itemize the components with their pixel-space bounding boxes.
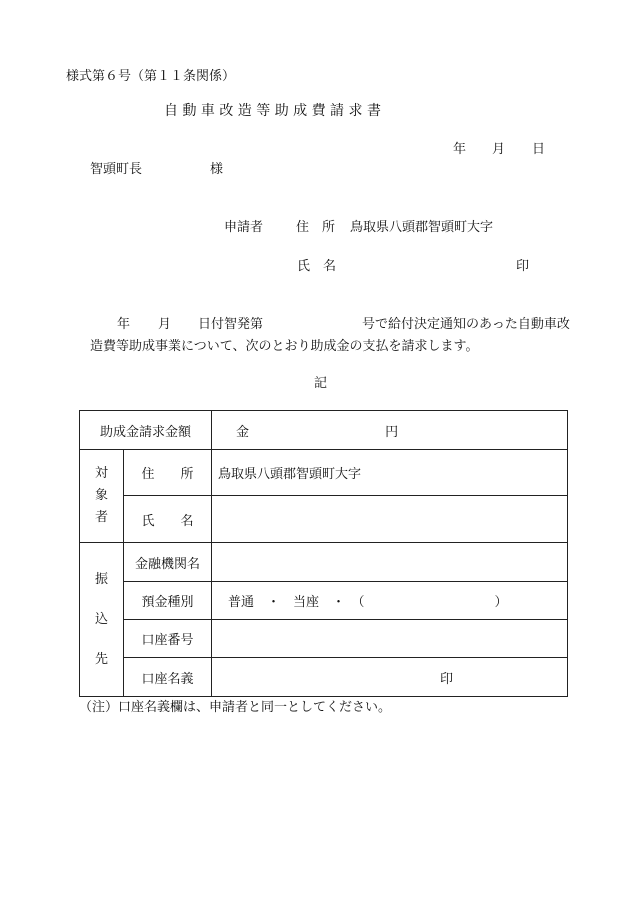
amount-unit: 円	[385, 424, 399, 440]
target-name-value[interactable]	[212, 496, 568, 543]
transfer-label-char: 振	[94, 571, 108, 587]
account-number-row	[80, 620, 568, 658]
transfer-label-char: 先	[94, 651, 108, 667]
account-holder-label: 口座名義	[124, 658, 212, 697]
account-number-value[interactable]	[212, 620, 568, 658]
amount-cell[interactable]	[212, 411, 568, 450]
document-title: 自 動 車 改 造 等 助 成 費 請 求 書	[164, 103, 381, 119]
account-holder-seal: 印	[440, 671, 454, 687]
ki-heading: 記	[314, 376, 328, 391]
amount-row	[80, 411, 568, 450]
target-address-row	[80, 450, 568, 496]
deposit-type-label: 預金種別	[124, 582, 212, 620]
applicant-address-label: 住 所	[296, 220, 336, 235]
transfer-label-char: 込	[94, 611, 108, 627]
form-number: 様式第６号（第１１条関係）	[66, 69, 236, 84]
applicant-seal: 印	[516, 259, 530, 274]
transfer-label	[80, 543, 124, 697]
amount-prefix: 金	[236, 424, 250, 440]
target-label-char: 対	[94, 466, 108, 481]
target-name-row	[80, 496, 568, 543]
deposit-type-options: 普通 ・ 当座 ・ （ ）	[228, 595, 508, 610]
target-address-value[interactable]: 鳥取県八頭郡智頭町大字	[212, 450, 568, 496]
body-line1-rest: 号で給付決定通知のあった自動車改	[362, 317, 570, 332]
body-month: 月	[158, 317, 172, 332]
applicant-address-value: 鳥取県八頭郡智頭町大字	[350, 220, 494, 235]
date-year: 年	[453, 142, 467, 157]
target-label-char: 者	[94, 510, 108, 525]
bank-row	[80, 543, 568, 582]
deposit-type-row	[80, 582, 568, 620]
body-line2: 造費等助成事業について、次のとおり助成金の支払を請求します。	[90, 339, 479, 354]
account-number-label: 口座番号	[124, 620, 212, 658]
target-label-char: 象	[94, 488, 108, 503]
addressee-name: 智頭町長	[90, 162, 143, 177]
addressee-honorific: 様	[210, 162, 224, 177]
date-month: 月	[492, 142, 506, 157]
applicant-label: 申請者	[224, 220, 264, 235]
bank-label: 金融機関名	[124, 543, 212, 582]
applicant-name-label: 氏 名	[297, 259, 337, 274]
body-year: 年	[117, 317, 131, 332]
body-day-prefix: 日付智発第	[198, 317, 264, 332]
amount-label: 助成金請求金額	[80, 411, 212, 450]
account-holder-value[interactable]	[212, 658, 568, 697]
target-name-label: 氏 名	[124, 496, 212, 543]
date-day: 日	[532, 142, 546, 157]
target-label	[80, 450, 124, 543]
bank-value[interactable]	[212, 543, 568, 582]
note: （注）口座名義欄は、申請者と同一としてください。	[79, 700, 392, 715]
request-table	[79, 410, 568, 697]
account-holder-row	[80, 658, 568, 697]
deposit-type-value[interactable]	[212, 582, 568, 620]
target-address-label: 住 所	[124, 450, 212, 496]
